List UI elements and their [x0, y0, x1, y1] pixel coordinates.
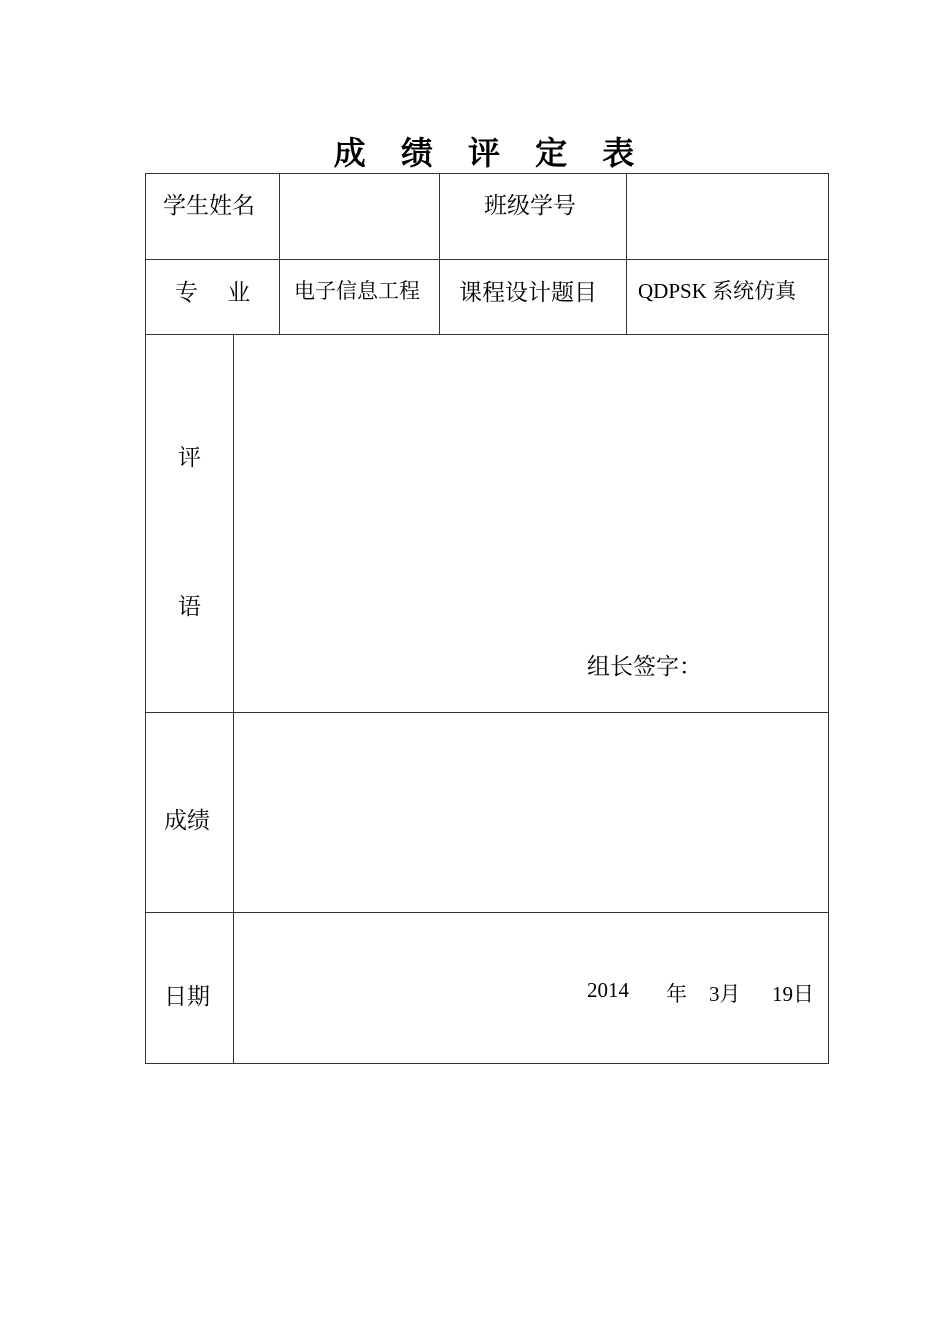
grade-label: 成绩 — [164, 808, 210, 834]
table-border-right — [828, 173, 829, 1064]
comments-label-top: 评 — [178, 445, 201, 471]
class-number-label: 班级学号 — [484, 193, 576, 219]
date-year: 2014 — [587, 978, 629, 1002]
date-day: 19日 — [772, 982, 814, 1006]
table-border-left — [145, 173, 146, 1064]
column-divider — [439, 173, 440, 335]
row-divider — [145, 912, 829, 913]
comments-label-bottom: 语 — [178, 594, 201, 620]
label-column-divider — [233, 334, 234, 1064]
student-name-label: 学生姓名 — [163, 193, 255, 219]
major-value: 电子信息工程 — [294, 279, 420, 303]
class-number-value[interactable] — [636, 187, 816, 217]
column-divider — [279, 173, 280, 335]
date-year-unit: 年 — [666, 982, 687, 1006]
date-month: 3月 — [709, 982, 741, 1006]
table-border-top — [145, 173, 829, 174]
table-border-bottom — [145, 1063, 829, 1064]
course-topic-label: 课程设计题目 — [459, 280, 597, 306]
date-label: 日期 — [164, 984, 210, 1010]
group-leader-signature-label: 组长签字： — [587, 654, 702, 680]
student-name-value[interactable] — [290, 187, 430, 217]
major-label: 专 业 — [175, 280, 251, 306]
row-divider — [145, 334, 829, 335]
page-title: 成 绩 评 定 表 — [333, 134, 647, 172]
grade-value[interactable] — [250, 802, 810, 832]
row-divider — [145, 259, 829, 260]
course-topic-value: QDPSK 系统仿真 — [638, 279, 797, 303]
row-divider — [145, 712, 829, 713]
column-divider — [626, 173, 627, 335]
